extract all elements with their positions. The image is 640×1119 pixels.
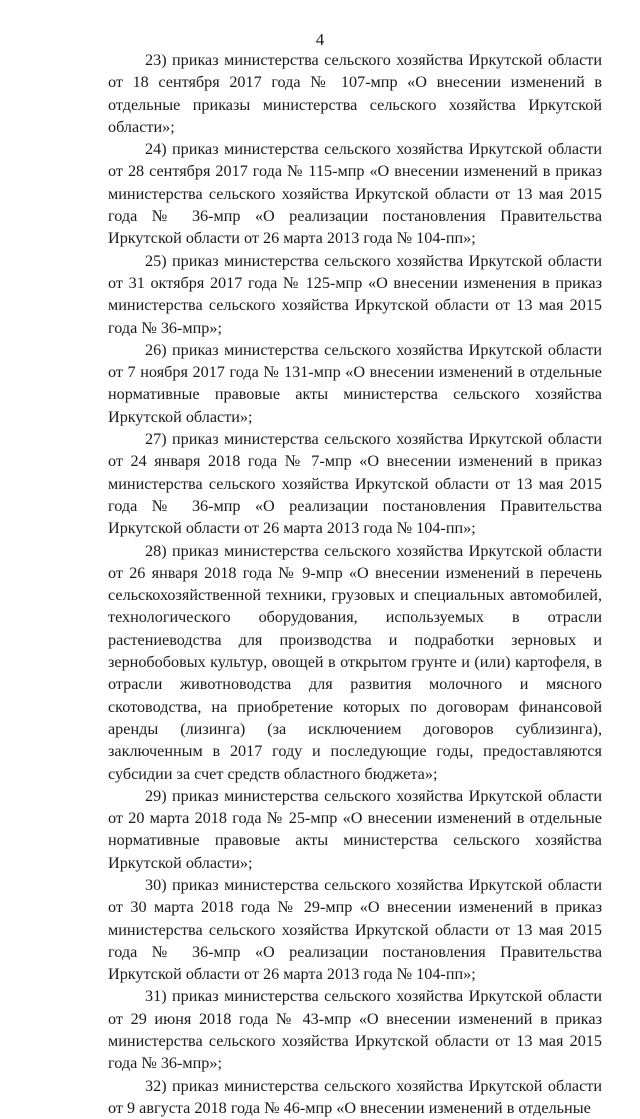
list-item-23: 23) приказ министерства сельского хозяйства Иркутской области от 18 сентября 2017 года № 107-мпр «О внесении изменений в отдельные приказы министерства сельского хозяйства Иркутской области»; <box>108 51 602 136</box>
list-item-24: 24) приказ министерства сельского хозяйства Иркутской области от 28 сентября 2017 года № 115-мпр «О внесении изменений в приказ министерства сельского хозяйства Иркутской области от 13 мая 2015 года № 36-мпр «О реализации постановления Правительства Иркутской области от 26 марта 2013 года № 104-пп»; <box>108 140 602 248</box>
list-item-26: 26) приказ министерства сельского хозяйства Иркутской области от 7 ноября 2017 года № 131-мпр «О внесении изменений в отдельные нормативные правовые акты министерства сельского хозяйства Иркутской области»; <box>108 340 602 426</box>
list-item-32: 32) приказ министерства сельского хозяйства Иркутской области от 9 августа 2018 года № 46-мпр «О внесении изменений в отдельные <box>108 1076 602 1117</box>
page-number: 4 <box>315 30 325 49</box>
list-item-28: 28) приказ министерства сельского хозяйства Иркутской области от 26 января 2018 года № 9-мпр «О внесении изменений в перечень сельскохозяйственной техники, грузовых и специальных автомобилей, технологического оборудования, используемых в отрасли растениеводства для производства и подработки зерновых и зернобобовых культур, овощей в открытом грунте и (или) картофеля, в отрасли животноводства для развития молочного и мясного скотоводства, на приобретение которых по договорам финансовой аренды (лизинга) (за исключением договоров сублизинга), заключенным в 2017 году и последующие годы, предоставляются субсидии за счет средств областного бюджета»; <box>108 541 602 783</box>
list-item-31: 31) приказ министерства сельского хозяйства Иркутской области от 29 июня 2018 года № 43-мпр «О внесении изменений в приказ министерства сельского хозяйства Иркутской области от 13 мая 2015 года № 36-мпр»; <box>108 987 602 1073</box>
document-body <box>108 49 602 1119</box>
list-item-25: 25) приказ министерства сельского хозяйства Иркутской области от 31 октября 2017 года № 125-мпр «О внесении изменения в приказ министерства сельского хозяйства Иркутской области от 13 мая 2015 года № 36-мпр»; <box>108 251 602 337</box>
list-item-29: 29) приказ министерства сельского хозяйства Иркутской области от 20 марта 2018 года № 25-мпр «О внесении изменений в отдельные нормативные правовые акты министерства сельского хозяйства Иркутской области»; <box>108 786 602 872</box>
list-item-30: 30) приказ министерства сельского хозяйства Иркутской области от 30 марта 2018 года № 29-мпр «О внесении изменений в приказ министерства сельского хозяйства Иркутской области от 13 мая 2015 года № 36-мпр «О реализации постановления Правительства Иркутской области от 26 марта 2013 года № 104-пп»; <box>108 875 602 984</box>
list-item-27: 27) приказ министерства сельского хозяйства Иркутской области от 24 января 2018 года № 7-мпр «О внесении изменений в приказ министерства сельского хозяйства Иркутской области от 13 мая 2015 года № 36-мпр «О реализации постановления Правительства Иркутской области от 26 марта 2013 года № 104-пп»; <box>108 430 602 538</box>
